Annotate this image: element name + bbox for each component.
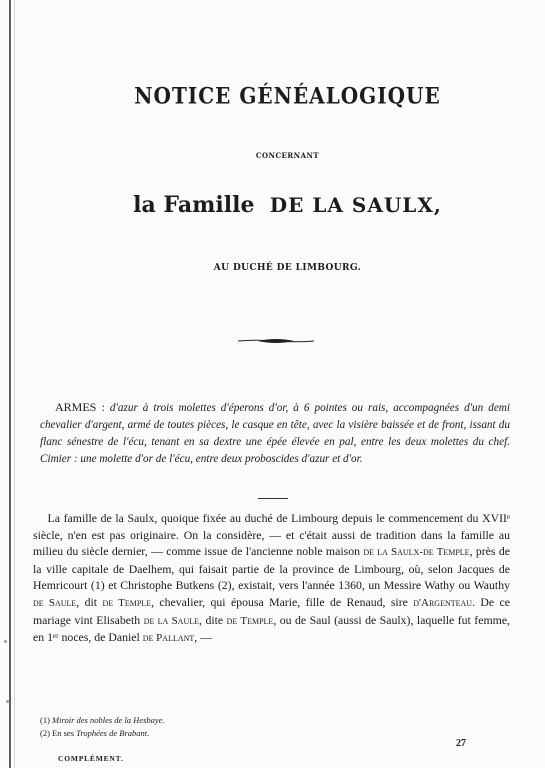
body-text-6: , dite [199, 612, 224, 627]
scan-speck [6, 700, 9, 703]
footnote-1-text: Miroir des nobles de la Hesbaye. [52, 715, 165, 725]
footnote-2-number: (2) [40, 728, 50, 738]
body-text-8: , — [194, 630, 212, 645]
body-smallcaps-2: de Saule [33, 596, 77, 609]
body-text-5: . De ce mariage vint Elisabeth [33, 594, 511, 627]
body-smallcaps-7: de Pallant [142, 632, 195, 645]
ornament-divider-icon [236, 336, 316, 346]
body-text-7: , ou de Saul (aussi de Saulx), laquelle fut femme, en 1ᵉʳ noces, de Daniel [33, 612, 510, 645]
page-binding-edge [9, 0, 11, 768]
footnote-2-prefix: En ses [52, 728, 75, 738]
footnote-1-number: (1) [40, 715, 50, 725]
body-text-2: , près de la ville capitale de Daelhem, qui faisait partie de la province de Limbourg, où, selon Jacques de Hemricourt (1) et Christophe Butkens (2), existait, vers l'année 1360, un Messire Wathy ou Wauthy [33, 544, 510, 593]
body-text-4: , chevalier, qui épousa Marie, fille de Renaud, sire [151, 594, 408, 609]
section-divider [258, 498, 288, 499]
page-title: NOTICE GÉNÉALOGIQUE [134, 82, 441, 110]
duche-subtitle: AU DUCHÉ DE LIMBOURG. [213, 263, 362, 273]
footnote-2-text: Trophées de Brabant. [76, 728, 150, 738]
arms-text: d'azur à trois molettes d'éperons d'or, à 6 pointes ou rais, accompagnées d'un demi chevalier d'argent, armé de toutes pièces, le casque en tête, avec la visière baissée et de front, issant du flanc sénestre de l'écu, tenant en sa dextre une épée élevée en pal, entre les deux molettes du chef. Cimier : une molette d'or de l'écu, entre deux proboscides d'azur et d'or. [40, 402, 510, 465]
body-text-3: , dit [76, 594, 98, 609]
body-smallcaps-5: de la Saule [143, 614, 200, 627]
page-number: 27 [456, 738, 466, 749]
scan-speck [4, 640, 7, 643]
page-binding-shadow [14, 0, 15, 768]
family-heading [0, 192, 545, 218]
signature-complement: COMPLÉMENT. [58, 754, 124, 763]
body-smallcaps-6: de Temple [226, 614, 274, 627]
body-smallcaps-1: de la Saulx-de Temple [363, 546, 470, 559]
subtitle-concernant: CONCERNANT [255, 151, 320, 160]
body-text-1: La famille de la Saulx, quoique fixée au duché de Limbourg depuis le commencement du XVIIᵉ siècle, n'en est pas originaire. On la considère, — et c'était aussi de tradition dans la famille au milieu du siècle dernier, — comme issue de l'ancienne noble maison [33, 511, 511, 559]
body-smallcaps-4: d'Argenteau [413, 596, 473, 609]
footnote-2 [40, 728, 510, 738]
arms-paragraph [40, 399, 510, 468]
footnote-1 [40, 715, 510, 725]
family-name: DE LA SAULX, [269, 193, 442, 217]
arms-lead: ARMES : [55, 400, 105, 414]
body-smallcaps-3: de Temple [102, 596, 152, 609]
family-prefix: la Famille [133, 192, 255, 218]
body-paragraph [33, 510, 510, 647]
